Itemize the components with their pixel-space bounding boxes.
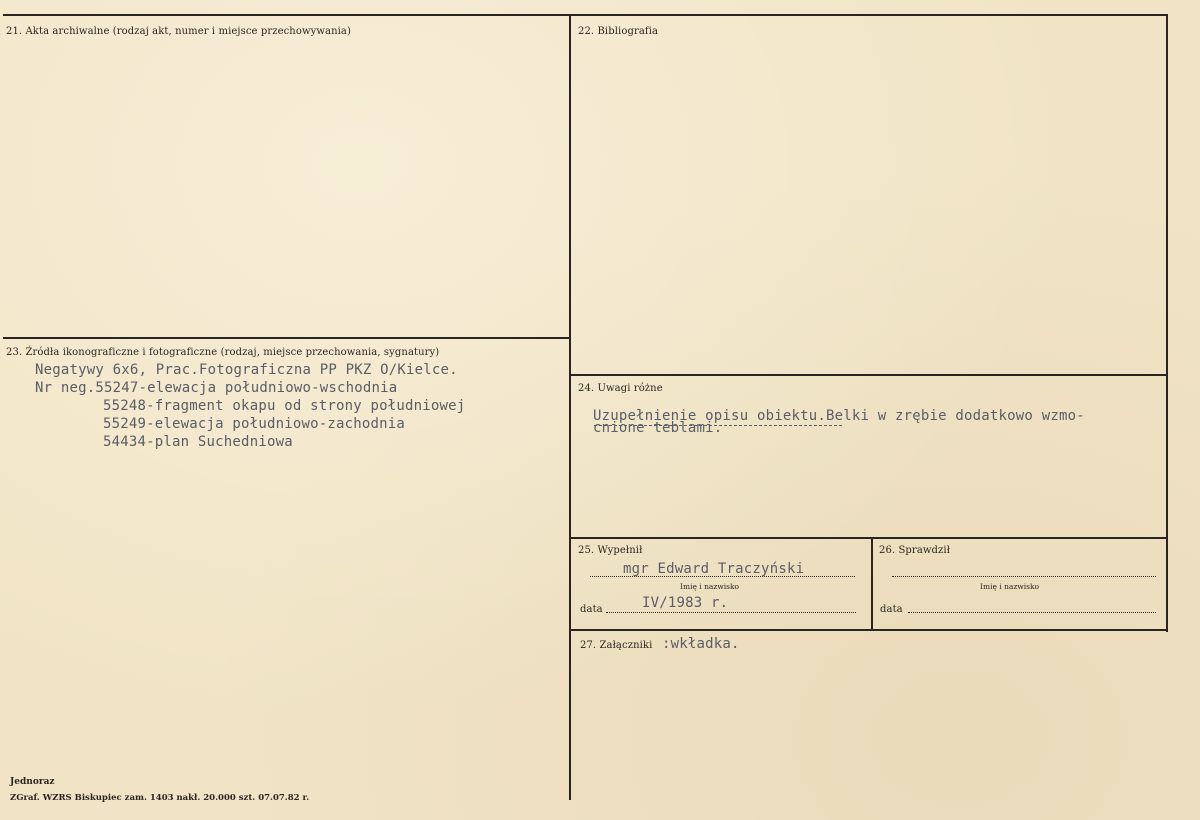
filled-by-date-label: data — [580, 604, 603, 615]
top-border — [3, 14, 1168, 16]
center-divider — [569, 15, 571, 800]
iconography-line-5: 54434-plan Suchedniowa — [103, 434, 293, 450]
section-25-label: 25. Wypełnił — [578, 545, 643, 556]
filled-by-name: mgr Edward Traczyński — [623, 561, 805, 577]
section-24-label: 24. Uwagi różne — [578, 383, 663, 394]
footer-line-2: ZGraf. WZRS Biskupiec zam. 1403 nakł. 20.000 szt. 07.07.82 r. — [10, 793, 310, 803]
filled-by-date-line — [606, 612, 856, 613]
iconography-line-4: 55249-elewacja południowo-zachodnia — [103, 416, 406, 432]
section-21-label: 21. Akta archiwalne (rodzaj akt, numer i miejsce przechowywania) — [6, 26, 351, 37]
section-26-label: 26. Sprawdził — [879, 545, 951, 556]
divider-25-26 — [871, 538, 873, 630]
checked-by-name-caption: Imię i nazwisko — [980, 582, 1040, 591]
divider-21-23 — [3, 337, 569, 339]
footer-line-1: Jednoraz — [10, 777, 55, 787]
divider-22-24 — [570, 374, 1167, 376]
remarks-line-2: cnione teblami. — [593, 420, 723, 436]
filled-by-name-caption: Imię i nazwisko — [680, 582, 740, 591]
attachments-value: :wkładka. — [662, 636, 740, 652]
divider-25-27 — [570, 629, 1167, 631]
filled-by-name-line — [590, 576, 855, 577]
checked-by-date-label: data — [880, 604, 903, 615]
iconography-line-2: Nr neg.55247-elewacja południowo-wschodnia — [35, 380, 398, 396]
iconography-line-1: Negatywy 6x6, Prac.Fotograficzna PP PKZ O/Kielce. — [35, 362, 458, 378]
section-27-label: 27. Załączniki — [580, 640, 653, 651]
section-23-label: 23. Źródła ikonograficzne i fotograficzne (rodzaj, miejsce przechowania, sygnatury) — [6, 347, 440, 358]
filled-by-date: IV/1983 r. — [642, 595, 729, 611]
section-22-label: 22. Bibliografia — [578, 26, 659, 37]
iconography-line-3: 55248-fragment okapu od strony południowej — [103, 398, 466, 414]
checked-by-name-line — [892, 576, 1156, 577]
checked-by-date-line — [908, 612, 1156, 613]
divider-24-25 — [570, 537, 1167, 539]
remarks-line-1: Uzupełnienie opisu obiektu.Belki w zrębie dodatkowo wzmo- — [593, 408, 1085, 424]
right-border — [1166, 15, 1168, 632]
